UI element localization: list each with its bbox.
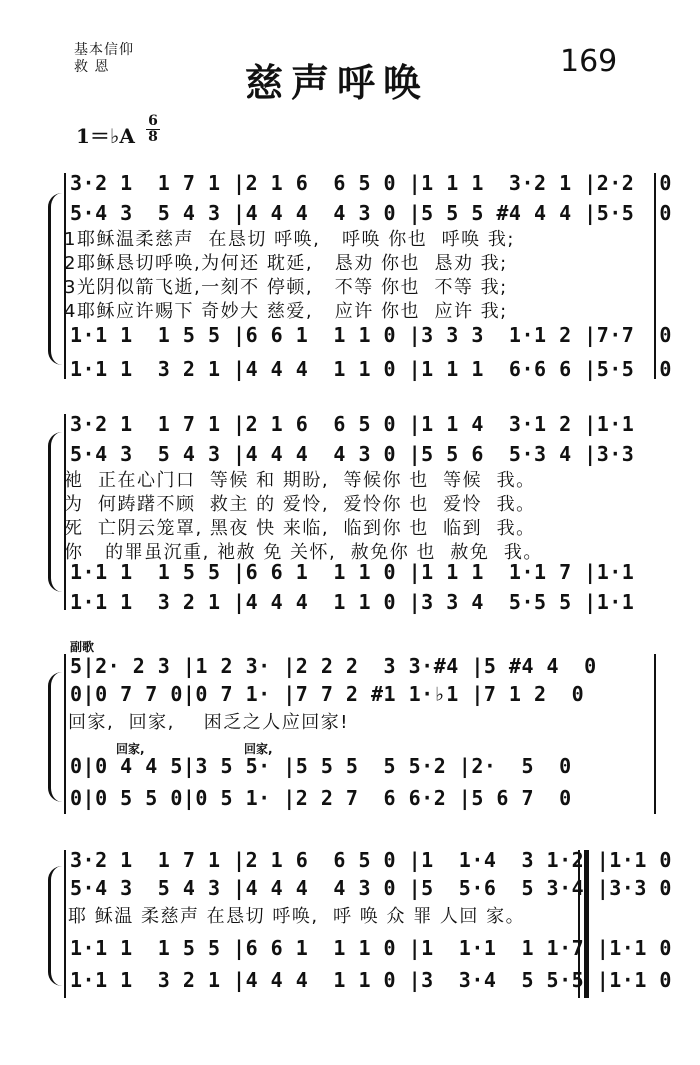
- key-signature: 1＝♭A: [76, 124, 135, 148]
- page-number: 169: [560, 44, 618, 79]
- tenor-line: 1·1 1 1 5 5 |6 6 1 1 1 0 |3 3 3 1·1 2 |7·7 0: [70, 323, 672, 347]
- bass-line: 0|0 5 5 0|0 5 1· |2 2 7 6 6·2 |5 6 7 0: [70, 786, 572, 810]
- system-brace: [48, 866, 65, 986]
- chorus-lyric: 回家, 回家, 困乏之人应回家!: [68, 712, 349, 733]
- lyric-verse-4: 4耶稣应许赐下 奇妙大 慈爱, 应许 你也 应许 我;: [64, 301, 508, 322]
- meter-top: 6: [148, 113, 158, 129]
- soprano-line: 5|2· 2 3 |1 2 3· |2 2 2 3 3·#4 |5 #4 4 0: [70, 654, 597, 678]
- bass-line: 1·1 1 3 2 1 |4 4 4 1 1 0 |1 1 1 6·6 6 |5·5 0: [70, 357, 672, 381]
- lyric-verse-2: 2耶稣恳切呼唤,为何还 耽延, 恳劝 你也 恳劝 我;: [64, 253, 508, 274]
- alto-line: 5·4 3 5 4 3 |4 4 4 4 3 0 |5 5·6 5 3·4 |3·3 0: [70, 876, 672, 900]
- system-2: [0, 408, 700, 618]
- soprano-line: 3·2 1 1 7 1 |2 1 6 6 5 0 |1 1·4 3 1·2 |1·1 0: [70, 848, 672, 872]
- alto-line: 5·4 3 5 4 3 |4 4 4 4 3 0 |5 5 5 #4 4 4 |5·5 0: [70, 201, 672, 225]
- system-4: [0, 846, 700, 1006]
- system-brace: [48, 432, 65, 592]
- bass-line: 1·1 1 3 2 1 |4 4 4 1 1 0 |3 3 4 5·5 5 |1·1: [70, 590, 635, 614]
- tenor-line: 0|0 4 4 5|3 5 5· |5 5 5 5 5·2 |2· 5 0: [70, 754, 572, 778]
- lyric-verse-4: 你 的罪虽沉重, 祂赦 免 关怀, 赦免你 也 赦免 我。: [64, 542, 543, 563]
- lyric-verse-1: 祂 正在心门口 等候 和 期盼, 等候你 也 等候 我。: [64, 470, 536, 491]
- alto-line: 5·4 3 5 4 3 |4 4 4 4 3 0 |5 5 6 5·3 4 |3·3: [70, 442, 635, 466]
- lyric-verse-1: 1耶稣温柔慈声 在恳切 呼唤, 呼唤 你也 呼唤 我;: [64, 229, 515, 250]
- system-start-barline: [64, 173, 66, 379]
- chorus-echo-1: 回家,: [116, 742, 145, 756]
- category-line-1: 基本信仰: [74, 42, 134, 58]
- system-brace: [48, 193, 65, 365]
- system-brace: [48, 672, 65, 802]
- lyric-verse-3: 3光阴似箭飞逝,一刻不 停顿, 不等 你也 不等 我;: [64, 277, 508, 298]
- time-signature: [146, 114, 160, 145]
- bass-line: 1·1 1 3 2 1 |4 4 4 1 1 0 |3 3·4 5 5·5 |1·1 0: [70, 968, 672, 992]
- lyric-verse-3: 死 亡阴云笼罩, 黑夜 快 来临, 临到你 也 临到 我。: [64, 518, 536, 539]
- hymn-title: 慈声呼唤: [245, 61, 430, 105]
- soprano-line: 3·2 1 1 7 1 |2 1 6 6 5 0 |1 1 4 3·1 2 |1·1: [70, 412, 635, 436]
- system-1: [0, 165, 700, 395]
- chorus-echo-2: 回家,: [244, 742, 273, 756]
- tenor-line: 1·1 1 1 5 5 |6 6 1 1 1 0 |1 1 1 1·1 7 |1·1: [70, 560, 635, 584]
- alto-line: 0|0 7 7 0|0 7 1· |7 7 2 #1 1·♭1 |7 1 2 0: [70, 682, 585, 706]
- chorus-label: 副歌: [70, 640, 95, 654]
- category-line-2: 救 恩: [74, 59, 110, 75]
- meter-bottom: 8: [148, 129, 158, 145]
- chorus-system: [0, 636, 700, 826]
- soprano-line: 3·2 1 1 7 1 |2 1 6 6 5 0 |1 1 1 3·2 1 |2·2 0: [70, 171, 672, 195]
- hymn-category: [74, 42, 134, 76]
- tenor-line: 1·1 1 1 5 5 |6 6 1 1 1 0 |1 1·1 1 1·7 |1·1 0: [70, 936, 672, 960]
- final-lyric: 耶 稣温 柔慈声 在恳切 呼唤, 呼 唤 众 罪 人回 家。: [68, 906, 526, 927]
- system-start-barline: [64, 654, 66, 814]
- system-start-barline: [64, 850, 66, 998]
- lyric-verse-2: 为 何踌躇不顾 救主 的 爱怜, 爱怜你 也 爱怜 我。: [64, 494, 536, 515]
